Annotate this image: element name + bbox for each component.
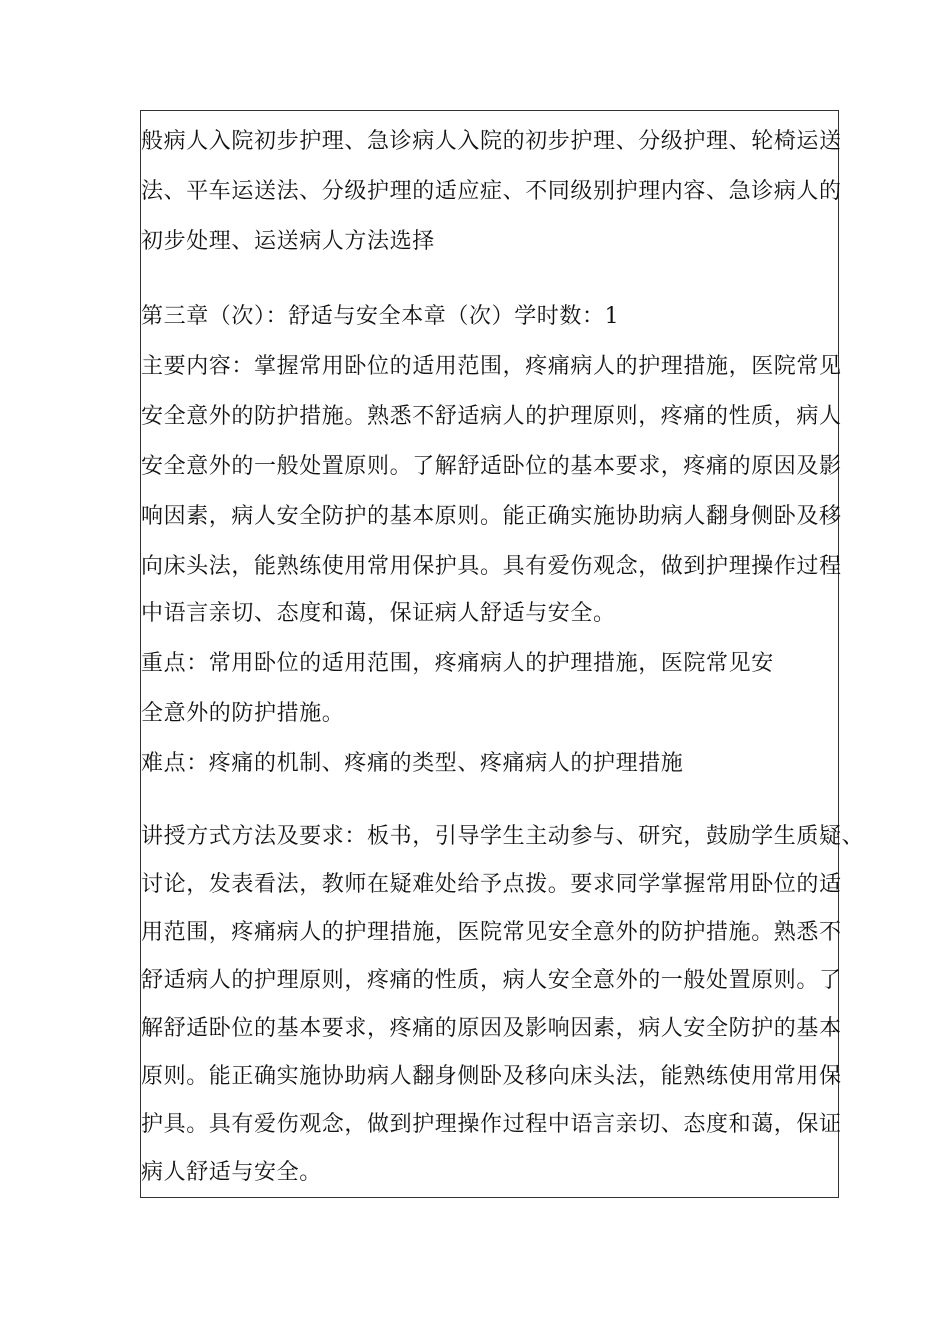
main-content-line: 中语言亲切、态度和蔼，保证病人舒适与安全。 [141, 601, 616, 626]
teaching-method-line: 病人舒适与安全。 [141, 1160, 322, 1185]
teaching-method-line: 用范围，疼痛病人的护理措施，医院常见安全意外的防护措施。熟悉不 [141, 920, 842, 945]
row-divider-left-1 [140, 262, 141, 280]
prev-section-line: 般病人入院初步护理、急诊病人入院的初步护理、分级护理、轮椅运送 [141, 129, 842, 154]
teaching-method-line: 解舒适卧位的基本要求，疼痛的原因及影响因素，病人安全防护的基本 [141, 1016, 842, 1041]
chapter-heading: 第三章（次）：舒适与安全本章（次）学时数：1 [141, 304, 620, 329]
prev-section-line: 初步处理、运送病人方法选择 [141, 229, 435, 254]
main-content-line: 向床头法，能熟练使用常用保护具。具有爱伤观念，做到护理操作过程 [141, 554, 842, 579]
key-points-line: 重点：常用卧位的适用范围，疼痛病人的护理措施，医院常见安 [141, 651, 774, 676]
teaching-method-line: 原则。能正确实施协助病人翻身侧卧及移向床头法，能熟练使用常用保 [141, 1064, 842, 1089]
difficult-points: 难点：疼痛的机制、疼痛的类型、疼痛病人的护理措施 [141, 751, 684, 776]
main-content-line: 响因素，病人安全防护的基本原则。能正确实施协助病人翻身侧卧及移 [141, 504, 842, 529]
teaching-method-line: 护具。具有爱伤观念，做到护理操作过程中语言亲切、态度和蔼，保证 [141, 1112, 842, 1137]
main-content-line: 安全意外的防护措施。熟悉不舒适病人的护理原则，疼痛的性质，病人 [141, 404, 842, 429]
row-divider-left-2 [140, 782, 141, 800]
teaching-method-line: 讲授方式方法及要求：板书，引导学生主动参与、研究，鼓励学生质疑、 [141, 824, 865, 849]
prev-section-line: 法、平车运送法、分级护理的适应症、不同级别护理内容、急诊病人的 [141, 179, 842, 204]
teaching-method-line: 讨论，发表看法，教师在疑难处给予点拨。要求同学掌握常用卧位的适 [141, 872, 842, 897]
main-content-line: 主要内容：掌握常用卧位的适用范围，疼痛病人的护理措施，医院常见 [141, 354, 842, 379]
teaching-method-line: 舒适病人的护理原则，疼痛的性质，病人安全意外的一般处置原则。了 [141, 968, 842, 993]
main-content-line: 安全意外的一般处置原则。了解舒适卧位的基本要求，疼痛的原因及影 [141, 454, 842, 479]
key-points-line: 全意外的防护措施。 [141, 701, 345, 726]
row-divider-right-1 [838, 262, 839, 280]
row-divider-right-2 [838, 782, 839, 800]
